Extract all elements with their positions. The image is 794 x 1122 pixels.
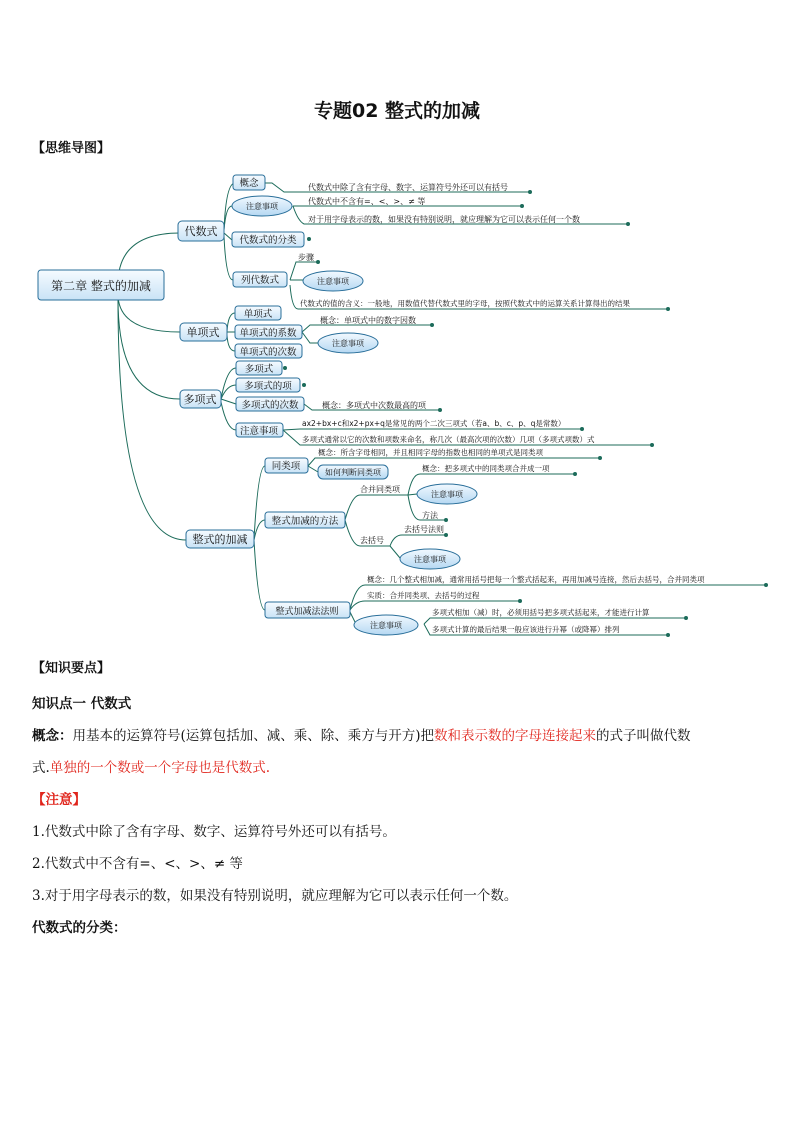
concept-text-1: 用基本的运算符号(运算包括加、减、乘、除、乘方与开方)把 [72,728,435,744]
node-hebing-fangfa: 方法 [422,511,438,520]
concept-red-1: 数和表示数的字母连接起来 [434,728,597,744]
node-dan-1: 单项式 [243,309,273,320]
node-duo-zhuyi: 注意事项 [239,426,279,437]
concept-line-2 [32,756,270,776]
cloud-zhuyi-3: 注意事项 [332,339,364,348]
classification-heading: 代数式的分类： [32,920,127,936]
node-panduan: 如何判断同类项 [325,468,381,477]
node-qukuohao: 去括号 [360,536,384,545]
node-jiajian: 整式的加减 [192,533,248,546]
note-fz2: 多项式计算的最后结果一般应该进行升幂（或降幂）排列 [432,625,620,634]
node-daishushi: 代数式 [184,225,218,238]
note-shizhi: 实质：合并同类项、去括号的过程 [367,591,480,600]
concept-text-2: 的式子叫做代数 [596,728,691,744]
note-fz1: 多项式相加（减）时，必须用括号把多项式括起来，才能进行计算 [432,608,650,617]
node-fenlei: 代数式的分类 [239,235,297,246]
node-faze: 整式加减法法则 [275,607,339,617]
note-duo-gainian: 概念：多项式中次数最高的项 [322,401,426,410]
concept-red-2: 单独的一个数或一个字母也是代数式. [49,760,271,776]
note-item-2: 2.代数式中不含有=、<、>、≠ 等 [32,856,243,872]
note-zhi: 代数式的值的含义：一般地，用数值代替代数式里的字母，按照代数式中的运算关系计算得出的结果 [300,299,630,308]
cloud-zhuyi-6: 注意事项 [370,621,402,630]
note-dan-gainian: 概念：单项式中的数字因数 [320,316,416,325]
node-danxiangshi: 单项式 [186,326,220,339]
mind-map [0,160,794,650]
node-dan-2: 单项式的系数 [239,328,297,339]
concept-label: 概念： [32,728,73,744]
point1-heading: 知识点一 代数式 [32,696,132,712]
cloud-zhuyi-1: 注意事项 [246,202,278,211]
note-duo-z1: ax2+bx+c和x2+px+q是常见的两个二次三项式（若a、b、c、p、q是常数） [302,419,566,428]
note-hebing-gainian: 概念：把多项式中的同类项合并成一项 [422,464,550,473]
concept-line-1 [32,724,691,744]
note-daishushi-3: 对于用字母表示的数，如果没有特别说明，就应理解为它可以表示任何一个数 [308,215,580,224]
node-hebing: 合并同类项 [360,485,400,494]
note-duo-z2: 多项式通常以它的次数和项数来命名，称几次（最高次项的次数）几项（多项式项数）式 [302,435,595,444]
node-dan-3: 单项式的次数 [239,347,297,358]
node-duo-3: 多项式的次数 [241,400,299,411]
node-duoxiangshi: 多项式 [183,393,217,406]
mindmap-root-label: 第二章 整式的加减 [51,279,151,293]
node-lie: 列代数式 [240,275,280,286]
node-fangfa: 整式加减的方法 [271,516,339,527]
mindmap-heading: 【思维导图】 [32,141,111,156]
note-faze-gainian: 概念：几个整式相加减，通常用括号把每一个整式括起来，再用加减号连接，然后去括号，合并同类项 [367,575,705,584]
cloud-zhuyi-2: 注意事项 [317,277,349,286]
node-tonglei: 同类项 [271,461,301,472]
note-daishushi-1: 代数式中除了含有字母、数字、运算符号外还可以有括号 [308,183,508,192]
knowledge-heading: 【知识要点】 [32,661,111,676]
cloud-zhuyi-5: 注意事项 [414,555,446,564]
note-item-3: 3.对于用字母表示的数，如果没有特别说明，就应理解为它可以表示任何一个数。 [32,888,518,904]
node-buzhou: 步骤 [298,253,314,262]
note-item-1: 1.代数式中除了含有字母、数字、运算符号外还可以有括号。 [32,824,396,840]
note-daishushi-2: 代数式中不含有=、<、>、≠ 等 [308,197,426,206]
page-title: 专题02 整式的加减 [313,100,481,122]
node-qukuohao-fa: 去括号法则 [404,525,444,534]
cloud-zhuyi-4: 注意事项 [431,490,463,499]
notice-heading: 【注意】 [32,792,86,808]
note-tonglei: 概念：所含字母相同，并且相同字母的指数也相同的单项式是同类项 [318,448,543,457]
node-duo-2: 多项式的项 [244,381,292,392]
node-gainian: 概念 [239,178,259,189]
concept-text-3: 式. [32,760,50,776]
node-duo-1: 多项式 [244,364,274,375]
